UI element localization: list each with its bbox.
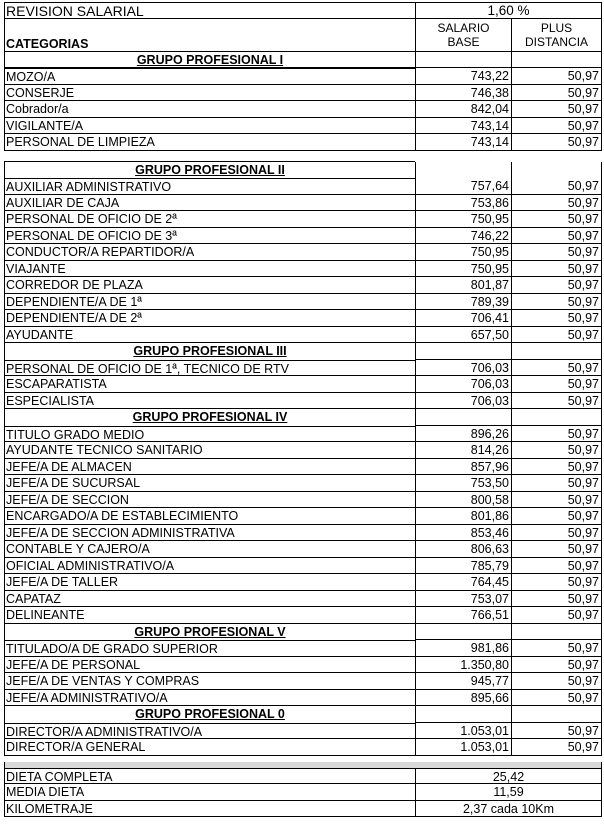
category-name: DIRECTOR/A GENERAL — [4, 739, 415, 756]
salario-base-value: 750,95 — [415, 211, 511, 228]
table-row — [4, 442, 602, 459]
table-row — [4, 360, 602, 377]
table-row — [4, 607, 602, 624]
category-name: AUXILIAR ADMINISTRATIVO — [4, 178, 415, 195]
plus-distancia-value: 50,97 — [511, 426, 602, 443]
table-row — [4, 525, 602, 542]
table-row — [4, 723, 602, 740]
group-title-row — [4, 343, 602, 360]
salary-revision-table — [4, 2, 602, 817]
category-name: PERSONAL DE OFICIO DE 1ª, TECNICO DE RTV — [4, 360, 415, 377]
table-row — [4, 475, 602, 492]
group-title: GRUPO PROFESIONAL V — [4, 624, 415, 641]
group-title-spacer — [511, 624, 602, 641]
salario-base-value: 764,45 — [415, 574, 511, 591]
category-name: VIGILANTE/A — [4, 118, 415, 135]
plus-distancia-value: 50,97 — [511, 558, 602, 575]
plus-distancia-value: 50,97 — [511, 101, 602, 118]
plus-distancia-value: 50,97 — [511, 657, 602, 674]
table-row — [4, 541, 602, 558]
groups-container — [4, 52, 602, 756]
extra-row — [4, 801, 602, 818]
category-name: DELINEANTE — [4, 607, 415, 624]
table-row — [4, 492, 602, 509]
table-row — [4, 178, 602, 195]
column-header-row — [4, 19, 602, 52]
salario-header-line1: SALARIO — [437, 20, 490, 35]
group-gap — [4, 151, 602, 162]
table-row — [4, 118, 602, 135]
table-row — [4, 690, 602, 707]
plus-distancia-value: 50,97 — [511, 118, 602, 135]
category-name: AUXILIAR DE CAJA — [4, 195, 415, 212]
table-row — [4, 393, 602, 410]
extra-value: 2,37 cada 10Km — [415, 801, 602, 818]
group-title: GRUPO PROFESIONAL I — [4, 52, 415, 69]
group-title-spacer — [415, 162, 511, 179]
salario-base-value: 750,95 — [415, 261, 511, 278]
group-title: GRUPO PROFESIONAL 0 — [4, 706, 415, 723]
salario-base-value: 945,77 — [415, 673, 511, 690]
group-title-spacer — [415, 343, 511, 360]
plus-distancia-value: 50,97 — [511, 376, 602, 393]
table-row — [4, 508, 602, 525]
category-name: JEFE/A DE TALLER — [4, 574, 415, 591]
plus-distancia-value: 50,97 — [511, 244, 602, 261]
group-title-spacer — [415, 52, 511, 69]
group-title-spacer — [415, 624, 511, 641]
extra-row — [4, 784, 602, 801]
salario-base-value: 1.053,01 — [415, 723, 511, 740]
category-name: CONDUCTOR/A REPARTIDOR/A — [4, 244, 415, 261]
category-name: PERSONAL DE OFICIO DE 2ª — [4, 211, 415, 228]
plus-distancia-value: 50,97 — [511, 739, 602, 756]
plus-distancia-value: 50,97 — [511, 277, 602, 294]
plus-distancia-value: 50,97 — [511, 211, 602, 228]
salario-base-value: 896,26 — [415, 426, 511, 443]
table-row — [4, 277, 602, 294]
plus-distancia-value: 50,97 — [511, 640, 602, 657]
plus-distancia-value: 50,97 — [511, 475, 602, 492]
group-title: GRUPO PROFESIONAL III — [4, 343, 415, 360]
plus-distancia-value: 50,97 — [511, 68, 602, 85]
extras-gap — [4, 756, 602, 762]
table-row — [4, 68, 602, 85]
category-name: ESCAPARATISTA — [4, 376, 415, 393]
extra-value: 11,59 — [415, 784, 602, 801]
table-row — [4, 426, 602, 443]
table-row — [4, 376, 602, 393]
salario-base-value: 706,03 — [415, 393, 511, 410]
salario-base-value: 801,86 — [415, 508, 511, 525]
extra-label: KILOMETRAJE — [4, 801, 415, 818]
category-name: MOZO/A — [4, 68, 415, 85]
extra-row — [4, 768, 602, 785]
category-name: JEFE/A DE ALMACEN — [4, 459, 415, 476]
gap-line — [4, 151, 415, 162]
table-row — [4, 558, 602, 575]
plus-distancia-value: 50,97 — [511, 723, 602, 740]
table-row — [4, 228, 602, 245]
salario-base-value: 706,03 — [415, 360, 511, 377]
extra-value: 25,42 — [415, 768, 602, 785]
group-title-row — [4, 409, 602, 426]
category-name: PERSONAL DE LIMPIEZA — [4, 134, 415, 151]
table-row — [4, 739, 602, 756]
group-title-spacer — [511, 706, 602, 723]
salario-base-value: 757,64 — [415, 178, 511, 195]
group-title-row — [4, 162, 602, 179]
salario-base-value: 857,96 — [415, 459, 511, 476]
salario-base-value: 1.350,80 — [415, 657, 511, 674]
salario-base-value: 743,14 — [415, 118, 511, 135]
plus-distancia-value: 50,97 — [511, 360, 602, 377]
salario-base-value: 801,87 — [415, 277, 511, 294]
salario-base-value: 746,22 — [415, 228, 511, 245]
table-row — [4, 310, 602, 327]
category-name: DIRECTOR/A ADMINISTRATIVO/A — [4, 723, 415, 740]
category-name: AYUDANTE TECNICO SANITARIO — [4, 442, 415, 459]
category-name: JEFE/A DE SUCURSAL — [4, 475, 415, 492]
plus-distancia-value: 50,97 — [511, 541, 602, 558]
category-name: DEPENDIENTE/A DE 1ª — [4, 294, 415, 311]
group-title-spacer — [415, 706, 511, 723]
group-title: GRUPO PROFESIONAL II — [4, 162, 415, 179]
table-row — [4, 211, 602, 228]
salario-base-value: 814,26 — [415, 442, 511, 459]
plus-distancia-value: 50,97 — [511, 310, 602, 327]
table-row — [4, 657, 602, 674]
salario-header-line2: BASE — [447, 34, 480, 49]
plus-distancia-value: 50,97 — [511, 525, 602, 542]
plus-distancia-value: 50,97 — [511, 178, 602, 195]
plus-distancia-value: 50,97 — [511, 294, 602, 311]
salario-base-value: 746,38 — [415, 85, 511, 102]
salario-base-value: 806,63 — [415, 541, 511, 558]
salario-base-value: 766,51 — [415, 607, 511, 624]
category-name: JEFE/A DE PERSONAL — [4, 657, 415, 674]
plus-distancia-value: 50,97 — [511, 492, 602, 509]
plus-distancia-value: 50,97 — [511, 574, 602, 591]
categories-header: CATEGORIAS — [4, 19, 415, 52]
plus-distancia-value: 50,97 — [511, 393, 602, 410]
plus-distancia-value: 50,97 — [511, 690, 602, 707]
extras-container — [4, 756, 602, 818]
category-name: TITULADO/A DE GRADO SUPERIOR — [4, 640, 415, 657]
category-name: PERSONAL DE OFICIO DE 3ª — [4, 228, 415, 245]
plus-distancia-value: 50,97 — [511, 673, 602, 690]
title-row — [4, 2, 602, 19]
plus-distancia-value: 50,97 — [511, 607, 602, 624]
plus-distancia-value: 50,97 — [511, 591, 602, 608]
salario-base-value: 981,86 — [415, 640, 511, 657]
category-name: JEFE/A DE SECCION — [4, 492, 415, 509]
salario-base-value: 743,22 — [415, 68, 511, 85]
group-title-spacer — [511, 162, 602, 179]
table-row — [4, 244, 602, 261]
plus-distancia-value: 50,97 — [511, 261, 602, 278]
category-name: CONTABLE Y CAJERO/A — [4, 541, 415, 558]
category-name: OFICIAL ADMINISTRATIVO/A — [4, 558, 415, 575]
salario-base-value: 842,04 — [415, 101, 511, 118]
salario-base-value: 800,58 — [415, 492, 511, 509]
salario-base-value: 657,50 — [415, 327, 511, 344]
category-name: DEPENDIENTE/A DE 2ª — [4, 310, 415, 327]
salario-base-header — [415, 19, 511, 52]
category-name: JEFE/A ADMINISTRATIVO/A — [4, 690, 415, 707]
category-name: CONSERJE — [4, 85, 415, 102]
category-name: CORREDOR DE PLAZA — [4, 277, 415, 294]
plus-distancia-value: 50,97 — [511, 85, 602, 102]
table-row — [4, 134, 602, 151]
plus-distancia-value: 50,97 — [511, 228, 602, 245]
category-name: CAPATAZ — [4, 591, 415, 608]
category-name: ESPECIALISTA — [4, 393, 415, 410]
table-row — [4, 261, 602, 278]
extra-label: MEDIA DIETA — [4, 784, 415, 801]
salario-base-value: 789,39 — [415, 294, 511, 311]
category-name: VIAJANTE — [4, 261, 415, 278]
salario-base-value: 853,46 — [415, 525, 511, 542]
revision-percent: 1,60 % — [415, 2, 602, 19]
salario-base-value: 706,41 — [415, 310, 511, 327]
plus-distancia-value: 50,97 — [511, 327, 602, 344]
group-title-spacer — [511, 343, 602, 360]
group-title-row — [4, 706, 602, 723]
salario-base-value: 753,50 — [415, 475, 511, 492]
extra-label: DIETA COMPLETA — [4, 768, 415, 785]
plus-header-line2: DISTANCIA — [524, 34, 589, 49]
salario-base-value: 1.053,01 — [415, 739, 511, 756]
table-row — [4, 640, 602, 657]
plus-distancia-value: 50,97 — [511, 195, 602, 212]
salario-base-value: 785,79 — [415, 558, 511, 575]
table-title: REVISION SALARIAL — [4, 2, 415, 19]
category-name: ENCARGADO/A DE ESTABLECIMIENTO — [4, 508, 415, 525]
group-title-spacer — [511, 409, 602, 426]
salario-base-value: 750,95 — [415, 244, 511, 261]
group-title: GRUPO PROFESIONAL IV — [4, 409, 415, 426]
table-row — [4, 85, 602, 102]
plus-distancia-value: 50,97 — [511, 508, 602, 525]
table-row — [4, 294, 602, 311]
group-title-spacer — [511, 52, 602, 69]
category-name: Cobrador/a — [4, 101, 415, 118]
salario-base-value: 753,07 — [415, 591, 511, 608]
category-name: TITULO GRADO MEDIO — [4, 426, 415, 443]
group-title-row — [4, 52, 602, 69]
salario-base-value: 706,03 — [415, 376, 511, 393]
group-title-spacer — [415, 409, 511, 426]
salario-base-value: 753,86 — [415, 195, 511, 212]
table-row — [4, 459, 602, 476]
table-row — [4, 327, 602, 344]
table-row — [4, 591, 602, 608]
plus-distancia-value: 50,97 — [511, 459, 602, 476]
plus-distancia-value: 50,97 — [511, 442, 602, 459]
plus-header-line1: PLUS — [540, 20, 573, 35]
group-title-row — [4, 624, 602, 641]
table-row — [4, 195, 602, 212]
plus-distancia-value: 50,97 — [511, 134, 602, 151]
plus-distancia-header — [511, 19, 602, 52]
category-name: AYUDANTE — [4, 327, 415, 344]
category-name: JEFE/A DE SECCION ADMINISTRATIVA — [4, 525, 415, 542]
table-row — [4, 673, 602, 690]
category-name: JEFE/A DE VENTAS Y COMPRAS — [4, 673, 415, 690]
salario-base-value: 743,14 — [415, 134, 511, 151]
table-row — [4, 101, 602, 118]
table-row — [4, 574, 602, 591]
salario-base-value: 895,66 — [415, 690, 511, 707]
